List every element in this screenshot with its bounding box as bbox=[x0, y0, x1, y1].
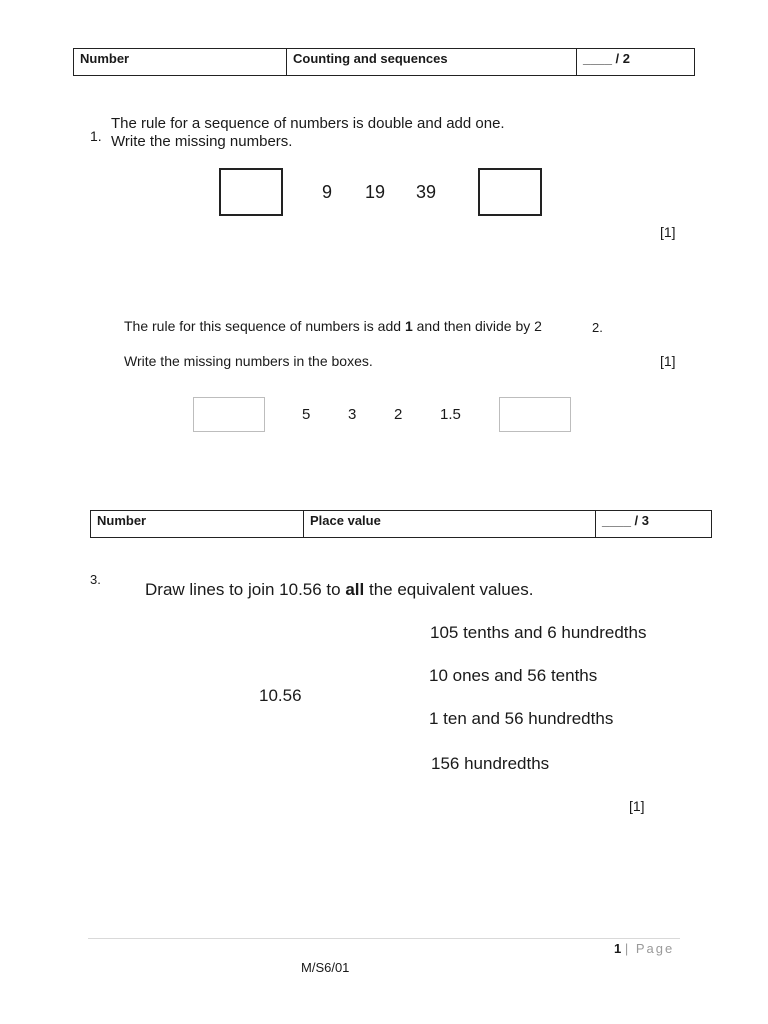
question-2-instruction: Write the missing numbers in the boxes. bbox=[124, 353, 373, 369]
sequence-term: 3 bbox=[348, 406, 357, 423]
score-cell: ____ / 3 bbox=[596, 511, 712, 538]
option-105-tenths[interactable]: 105 tenths and 6 hundredths bbox=[430, 623, 647, 642]
score-cell: ____ / 2 bbox=[577, 49, 695, 76]
sequence-term: 19 bbox=[365, 182, 386, 202]
document-code: M/S6/01 bbox=[301, 960, 350, 975]
page-number bbox=[614, 941, 674, 956]
subtopic-cell: Place value bbox=[304, 511, 596, 538]
section-header-place-value bbox=[90, 510, 712, 538]
page-label: | Page bbox=[624, 941, 675, 956]
answer-box-q1-first[interactable] bbox=[219, 168, 283, 216]
answer-box-q1-last[interactable] bbox=[478, 168, 542, 216]
sequence-term: 1.5 bbox=[440, 406, 461, 423]
topic-cell: Number bbox=[91, 511, 304, 538]
footer-divider bbox=[88, 938, 680, 939]
question-1-mark: [1] bbox=[660, 224, 676, 240]
subtopic-cell: Counting and sequences bbox=[287, 49, 577, 76]
answer-box-q2-last[interactable] bbox=[499, 397, 571, 432]
rule-number: 1 bbox=[404, 318, 413, 334]
rule-text: The rule for this sequence of numbers is add bbox=[124, 318, 405, 334]
question-1-rule: The rule for a sequence of numbers is double and add one. bbox=[111, 115, 505, 132]
question-3-prompt bbox=[145, 580, 533, 600]
rule-text-end: and then divide by 2 bbox=[412, 318, 542, 334]
value-10-56[interactable]: 10.56 bbox=[259, 686, 302, 705]
option-156-hundredths[interactable]: 156 hundredths bbox=[431, 754, 550, 773]
section-header-sequences bbox=[73, 48, 695, 76]
prompt-emphasis: all bbox=[345, 580, 365, 599]
question-2-rule bbox=[124, 317, 542, 335]
question-3-mark: [1] bbox=[629, 798, 645, 814]
sequence-term: 2 bbox=[394, 406, 403, 423]
question-1-instruction: Write the missing numbers. bbox=[111, 133, 293, 150]
option-10-ones[interactable]: 10 ones and 56 tenths bbox=[429, 666, 598, 685]
topic-cell: Number bbox=[74, 49, 287, 76]
prompt-text: Draw lines to join 10.56 to bbox=[145, 580, 346, 599]
question-2-number: 2. bbox=[592, 320, 603, 335]
page-number-value: 1 bbox=[614, 941, 622, 956]
sequence-term: 39 bbox=[416, 182, 437, 202]
option-1-ten[interactable]: 1 ten and 56 hundredths bbox=[429, 709, 614, 728]
question-3-number: 3. bbox=[90, 572, 101, 587]
sequence-term: 9 bbox=[322, 182, 333, 202]
question-1-number: 1. bbox=[90, 128, 102, 144]
prompt-text-end: the equivalent values. bbox=[364, 580, 534, 599]
answer-box-q2-first[interactable] bbox=[193, 397, 265, 432]
question-2-mark: [1] bbox=[660, 353, 676, 369]
sequence-term: 5 bbox=[302, 406, 311, 423]
